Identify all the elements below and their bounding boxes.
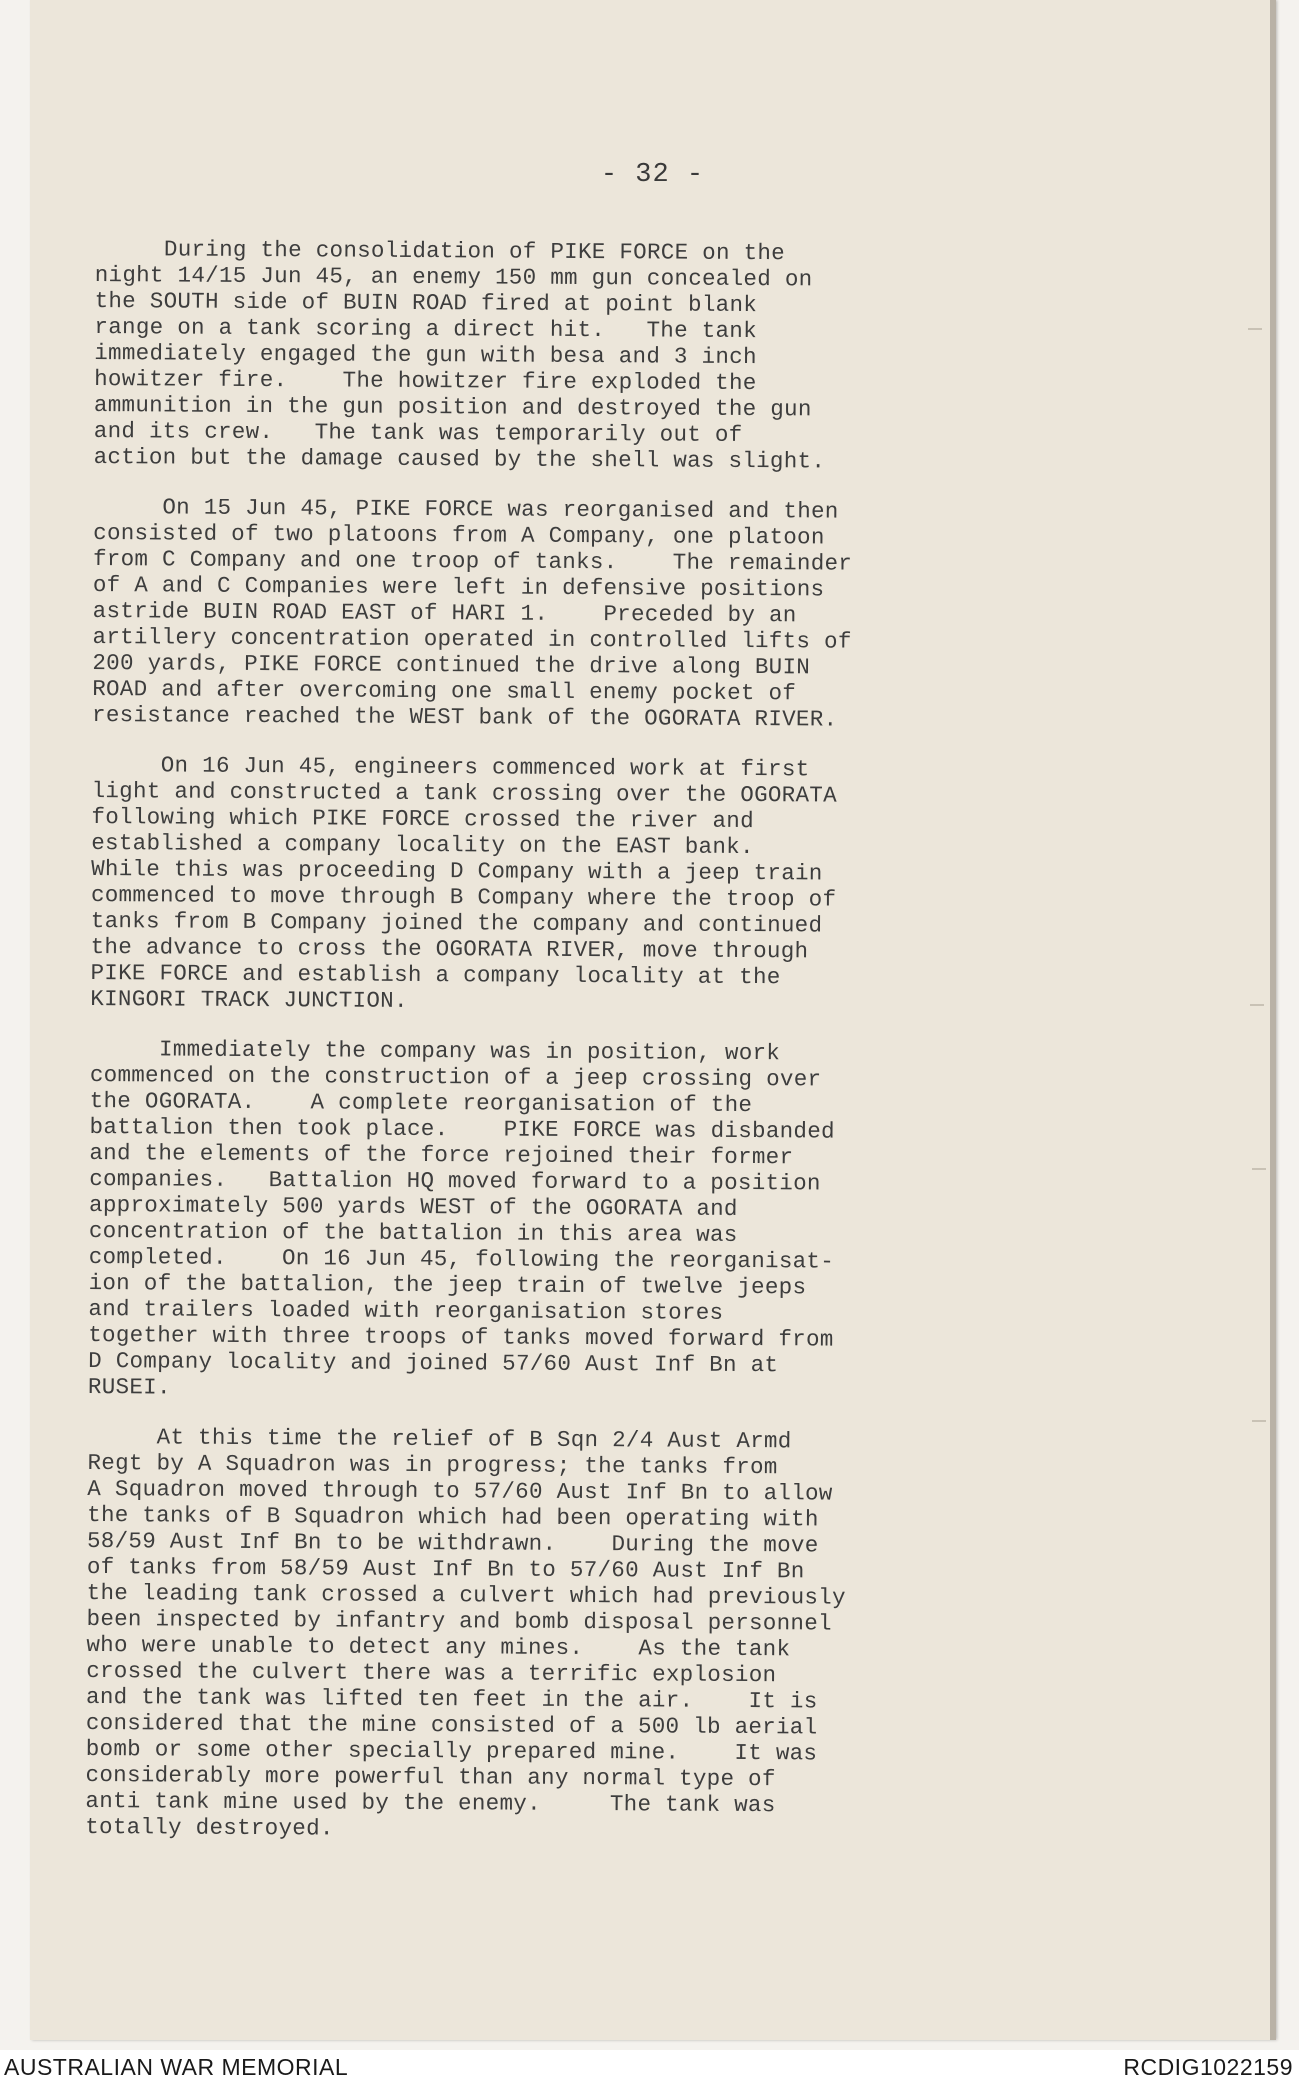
text-line: and the tank was lifted ten feet in the air. It is — [85, 1683, 818, 1715]
paragraph-2 — [92, 494, 993, 733]
text-line: from C Company and one troop of tanks. The remainder — [92, 545, 853, 577]
text-line: PIKE FORCE and establish a company locality at the — [90, 959, 781, 991]
text-line: On 15 Jun 45, PIKE FORCE was reorganised and then — [93, 493, 839, 525]
text-line: anti tank mine used by the enemy. The tank was — [85, 1787, 776, 1819]
text-line: 200 yards, PIKE FORCE continued the drive along BUIN — [92, 649, 811, 681]
archive-footer — [0, 2050, 1299, 2082]
text-line: range on a tank scoring a direct hit. The tank — [94, 313, 758, 345]
text-line: A Squadron moved through to 57/60 Aust Inf Bn to allow — [87, 1475, 833, 1507]
text-line: considerably more powerful than any normal type of — [85, 1761, 776, 1793]
archive-source-label: AUSTRALIAN WAR MEMORIAL — [4, 2054, 349, 2080]
text-line: the leading tank crossed a culvert which had previously — [86, 1579, 846, 1611]
text-line: night 14/15 Jun 45, an enemy 150 mm gun concealed on — [94, 261, 813, 293]
paper-edge-shadow — [1270, 0, 1276, 2040]
text-line: totally destroyed. — [85, 1813, 334, 1842]
text-line: On 16 Jun 45, engineers commenced work at first — [91, 751, 810, 783]
text-line: immediately engaged the gun with besa and 3 inch — [94, 339, 757, 371]
text-line: At this time the relief of B Sqn 2/4 Aust Armd — [87, 1423, 792, 1455]
text-line: and the elements of the force rejoined their former — [89, 1139, 794, 1171]
text-line: consisted of two platoons from A Company, one platoon — [93, 519, 825, 551]
text-line: KINGORI TRACK JUNCTION. — [90, 985, 408, 1014]
text-line: action but the damage caused by the shell was slight. — [93, 443, 826, 475]
text-line: astride BUIN ROAD EAST of HARI 1. Preceded by an — [92, 597, 797, 629]
text-line: following which PIKE FORCE crossed the river and — [91, 803, 755, 835]
text-line: the SOUTH side of BUIN ROAD fired at point blank — [94, 287, 758, 319]
text-line: While this was proceeding D Company with a jeep train — [91, 855, 823, 887]
text-line: commenced to move through B Company where the troop of — [90, 881, 837, 913]
text-line: of tanks from 58/59 Aust Inf Bn to 57/60 Aust Inf Bn — [86, 1553, 805, 1585]
text-line: crossed the culvert there was a terrific explosion — [86, 1657, 777, 1689]
text-line: tanks from B Company joined the company and continued — [90, 907, 823, 939]
document-page — [30, 0, 1275, 2040]
text-line: howitzer fire. The howitzer fire exploded the — [94, 365, 757, 397]
text-line: Regt by A Squadron was in progress; the tanks from — [87, 1449, 778, 1481]
paragraph-3 — [90, 752, 992, 1017]
text-line: ROAD and after overcoming one small enemy pocket of — [92, 675, 797, 707]
paragraph-4 — [88, 1036, 990, 1405]
text-line: together with three troops of tanks moved forward from — [88, 1321, 834, 1353]
text-line: and trailers loaded with reorganisation stores — [88, 1295, 724, 1326]
text-line: of A and C Companies were left in defensive positions — [92, 571, 825, 603]
binding-mark — [1252, 1420, 1266, 1422]
text-line: battalion then took place. PIKE FORCE was disbanded — [89, 1113, 835, 1145]
document-body — [85, 236, 995, 1869]
text-line: ion of the battalion, the jeep train of twelve jeeps — [88, 1269, 807, 1301]
text-line: 58/59 Aust Inf Bn to be withdrawn. During the move — [86, 1527, 819, 1559]
binding-mark — [1248, 328, 1262, 330]
text-line: the advance to cross the OGORATA RIVER, move through — [90, 933, 809, 965]
text-line: Immediately the company was in position, work — [89, 1035, 781, 1067]
text-line: RUSEI. — [87, 1373, 171, 1401]
text-line: D Company locality and joined 57/60 Aust Inf Bn at — [88, 1347, 779, 1379]
text-line: completed. On 16 Jun 45, following the reorganisat- — [88, 1243, 835, 1275]
text-line: concentration of the battalion in this area was — [88, 1217, 738, 1248]
catalogue-id-label: RCDIG1022159 — [1123, 2054, 1293, 2080]
text-line: approximately 500 yards WEST of the OGORATA and — [89, 1191, 738, 1222]
text-line: ammunition in the gun position and destroyed the gun — [93, 391, 812, 423]
text-line: During the consolidation of PIKE FORCE on the — [94, 236, 786, 267]
text-line: artillery concentration operated in controlled lifts of — [92, 623, 852, 655]
text-line: considered that the mine consisted of a 500 lb aerial — [85, 1709, 818, 1741]
text-line: companies. Battalion HQ moved forward to a position — [89, 1165, 821, 1197]
text-line: the tanks of B Squadron which had been operating with — [87, 1501, 819, 1533]
text-line: bomb or some other specially prepared mine. It was — [85, 1735, 818, 1767]
page-number: - 32 - — [600, 160, 705, 190]
text-line: and its crew. The tank was temporarily out of — [93, 417, 743, 448]
binding-mark — [1252, 1168, 1266, 1170]
text-line: the OGORATA. A complete reorganisation of the — [89, 1087, 753, 1119]
text-line: who were unable to detect any mines. As the tank — [86, 1631, 791, 1663]
paragraph-1 — [94, 236, 995, 475]
text-line: commenced on the construction of a jeep crossing over — [89, 1061, 822, 1093]
text-line: resistance reached the WEST bank of the OGORATA RIVER. — [91, 701, 838, 733]
text-line: light and constructed a tank crossing over the OGORATA — [91, 777, 838, 809]
text-line: been inspected by infantry and bomb disposal personnel — [86, 1605, 832, 1637]
binding-mark — [1250, 1004, 1264, 1006]
paragraph-5 — [85, 1424, 988, 1845]
text-line: established a company locality on the EAST bank. — [91, 829, 754, 861]
